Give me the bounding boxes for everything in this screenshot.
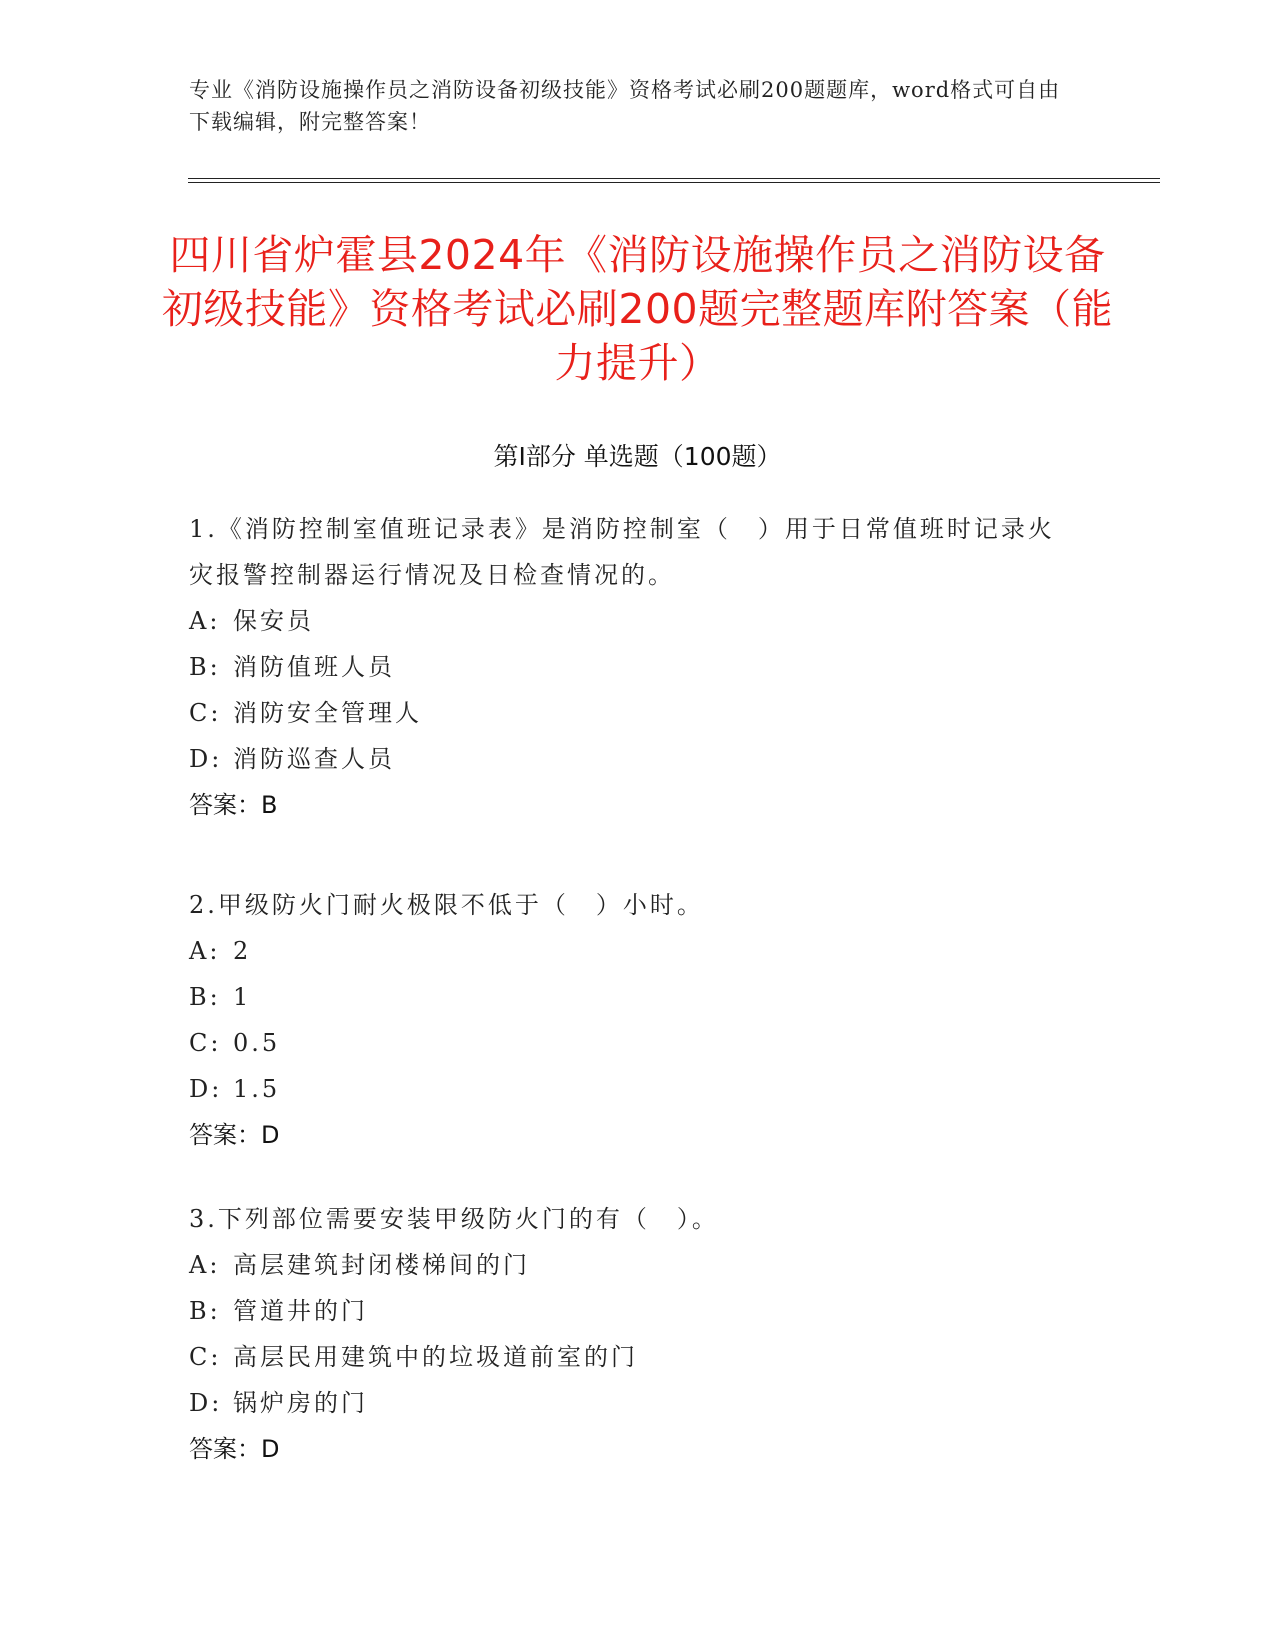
option-text: 消防值班人员 (233, 653, 395, 681)
option-d (189, 1380, 1069, 1426)
option-c (189, 1334, 1069, 1380)
question-1 (189, 506, 1069, 828)
question-2 (189, 882, 1069, 1158)
option-b (189, 974, 1069, 1020)
question-stem: 1.《消防控制室值班记录表》是消防控制室（ ）用于日常值班时记录火灾报警控制器运行情况及日检查情况的。 (189, 515, 1055, 589)
option-text: 2 (233, 937, 252, 965)
option-b (189, 644, 1069, 690)
header-divider-top (188, 178, 1160, 179)
answer-prefix: 答案： (189, 1435, 261, 1463)
option-a (189, 928, 1069, 974)
option-text: 保安员 (233, 607, 314, 635)
answer-prefix: 答案： (189, 1121, 261, 1149)
option-text: 高层民用建筑中的垃圾道前室的门 (233, 1343, 638, 1371)
option-letter: B: (189, 653, 221, 681)
option-text: 消防安全管理人 (233, 699, 422, 727)
answer-value: D (261, 1435, 280, 1463)
option-letter: A: (189, 1251, 221, 1279)
document-title: 四川省炉霍县2024年《消防设施操作员之消防设备初级技能》资格考试必刷200题完整题库附答案（能力提升） (161, 231, 1114, 387)
answer-line (189, 782, 1069, 828)
answer-prefix: 答案： (189, 791, 261, 819)
question-3 (189, 1196, 1069, 1472)
option-a (189, 598, 1069, 644)
answer-line (189, 1426, 1069, 1472)
option-letter: C: (189, 1343, 222, 1371)
option-letter: D: (189, 1075, 223, 1103)
option-text: 0.5 (233, 1029, 281, 1057)
section-heading: 第Ⅰ部分 单选题（100题） (493, 442, 782, 471)
answer-line (189, 1112, 1069, 1158)
option-c (189, 1020, 1069, 1066)
option-b (189, 1288, 1069, 1334)
option-letter: D: (189, 1389, 223, 1417)
option-d (189, 1066, 1069, 1112)
header-note: 专业《消防设施操作员之消防设备初级技能》资格考试必刷200题题库，word格式可自由下载编辑，附完整答案！ (189, 78, 1061, 134)
option-letter: B: (189, 1297, 221, 1325)
answer-value: D (261, 1121, 280, 1149)
answer-value: B (261, 791, 278, 819)
option-text: 1 (233, 983, 252, 1011)
option-letter: A: (189, 937, 221, 965)
option-c (189, 690, 1069, 736)
option-a (189, 1242, 1069, 1288)
option-letter: D: (189, 745, 223, 773)
option-letter: C: (189, 699, 222, 727)
option-text: 消防巡查人员 (233, 745, 395, 773)
option-letter: C: (189, 1029, 222, 1057)
option-text: 高层建筑封闭楼梯间的门 (233, 1251, 530, 1279)
header-divider-bottom (188, 182, 1160, 183)
option-letter: B: (189, 983, 221, 1011)
option-text: 管道井的门 (233, 1297, 368, 1325)
option-d (189, 736, 1069, 782)
question-stem: 3.下列部位需要安装甲级防火门的有（ ）。 (189, 1205, 719, 1233)
option-letter: A: (189, 607, 221, 635)
question-stem: 2.甲级防火门耐火极限不低于（ ）小时。 (189, 891, 704, 919)
option-text: 1.5 (233, 1075, 281, 1103)
option-text: 锅炉房的门 (233, 1389, 368, 1417)
